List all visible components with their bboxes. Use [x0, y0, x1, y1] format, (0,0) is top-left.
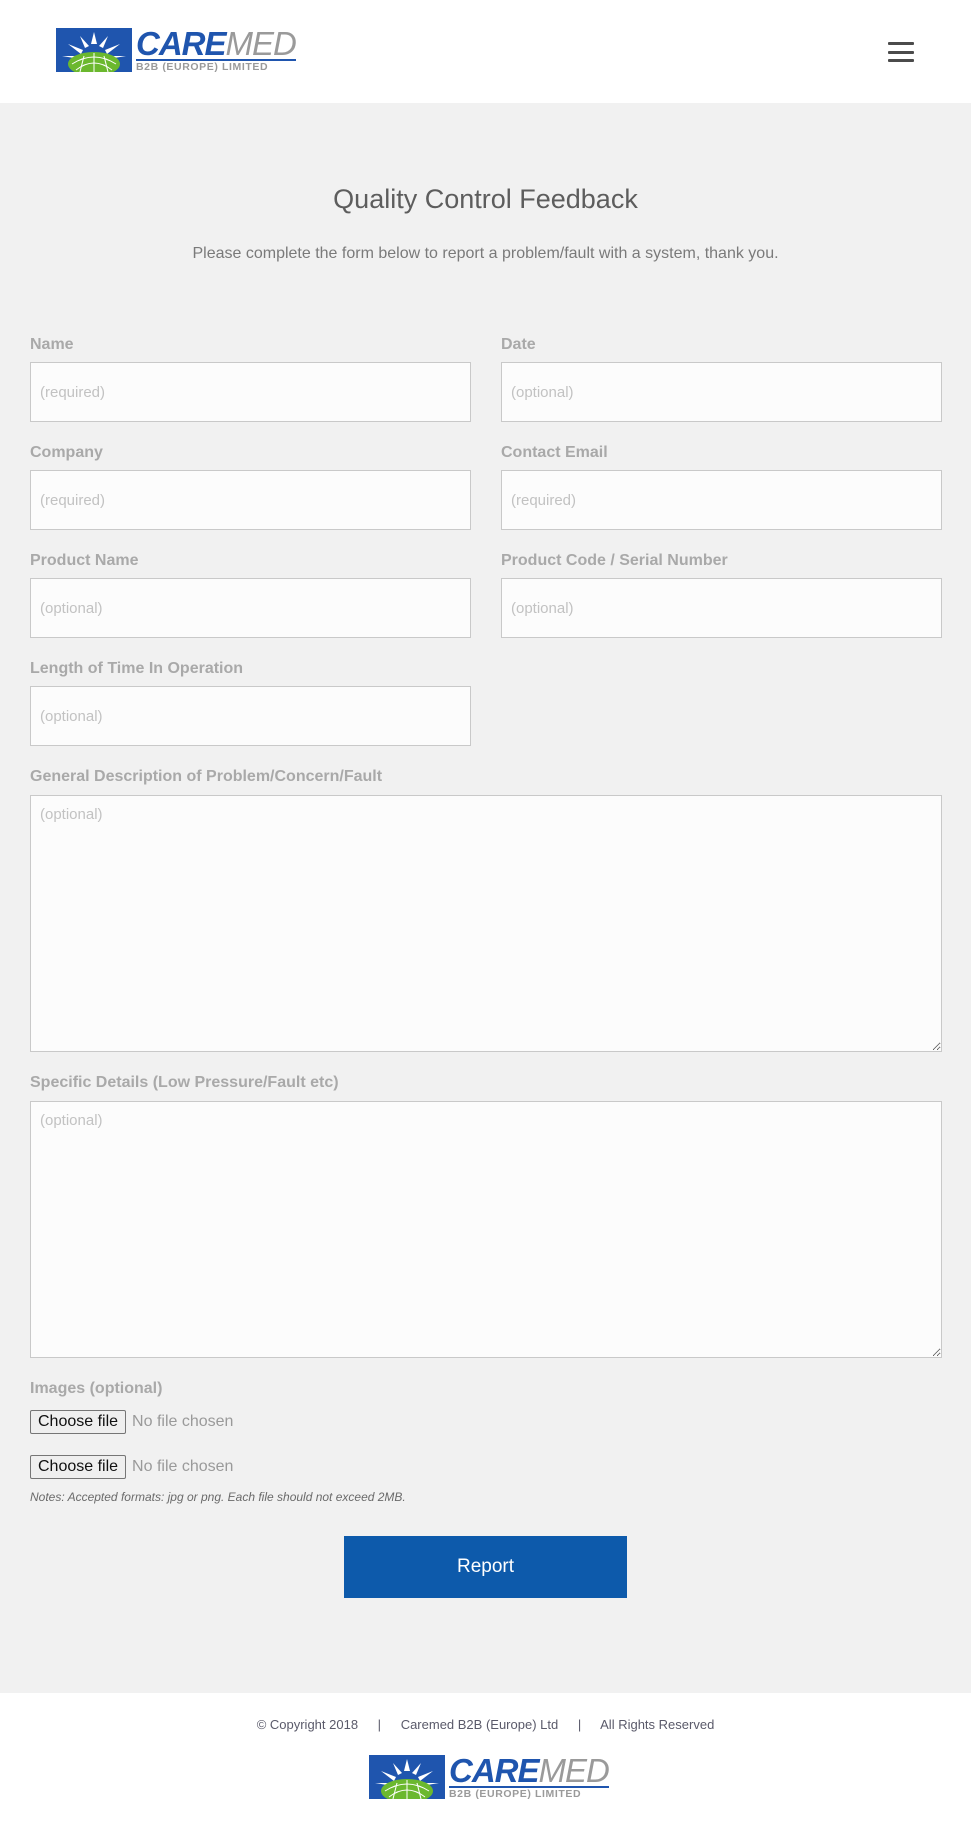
logo-subtitle: B2B (EUROPE) LIMITED: [136, 59, 296, 73]
menu-bar: [888, 59, 914, 62]
description-label: General Description of Problem/Concern/Fault: [30, 768, 383, 785]
contact-email-label: Contact Email: [501, 444, 608, 461]
page-subtitle: Please complete the form below to report a problem/fault with a system, thank you.: [192, 245, 779, 262]
footer-caremed-logo[interactable]: [369, 1754, 609, 1800]
footer-separator: |: [577, 1717, 582, 1732]
product-name-label: Product Name: [30, 552, 139, 569]
footer-company: Caremed B2B (Europe) Ltd: [400, 1717, 559, 1732]
name-label: Name: [30, 336, 74, 353]
footer-copyright-line: [0, 1717, 971, 1732]
product-code-input[interactable]: [501, 578, 942, 638]
company-label: Company: [30, 444, 103, 461]
file-upload-2: [30, 1455, 233, 1479]
site-header: [0, 0, 971, 103]
menu-bar: [888, 42, 914, 45]
footer-separator: |: [377, 1717, 382, 1732]
details-textarea[interactable]: [30, 1101, 942, 1358]
logo-med-text: MED: [538, 1752, 609, 1789]
report-button[interactable]: Report: [344, 1536, 627, 1598]
details-label: Specific Details (Low Pressure/Fault etc): [30, 1074, 339, 1091]
file-status: No file chosen: [132, 1413, 234, 1430]
product-name-input[interactable]: [30, 578, 471, 638]
time-in-operation-label: Length of Time In Operation: [30, 660, 244, 677]
copyright-text: © Copyright 2018: [256, 1717, 359, 1732]
date-label: Date: [501, 336, 536, 353]
footer-rights: All Rights Reserved: [600, 1717, 715, 1732]
menu-bar: [888, 51, 914, 54]
sunflower-logo-icon: [369, 1755, 445, 1799]
date-input[interactable]: [501, 362, 942, 422]
page-title: Quality Control Feedback: [333, 184, 638, 214]
file-upload-1: [30, 1410, 233, 1434]
logo-subtitle: B2B (EUROPE) LIMITED: [449, 1786, 609, 1800]
choose-file-button[interactable]: Choose file: [30, 1410, 126, 1434]
choose-file-button[interactable]: Choose file: [30, 1455, 126, 1479]
time-in-operation-input[interactable]: [30, 686, 471, 746]
upload-notes: Notes: Accepted formats: jpg or png. Each file should not exceed 2MB.: [30, 1490, 406, 1504]
caremed-logo[interactable]: [56, 27, 296, 73]
contact-email-input[interactable]: [501, 470, 942, 530]
name-input[interactable]: [30, 362, 471, 422]
images-label: Images (optional): [30, 1380, 163, 1397]
logo-med-text: MED: [225, 25, 296, 62]
product-code-label: Product Code / Serial Number: [501, 552, 728, 569]
sunflower-logo-icon: [56, 28, 132, 72]
company-input[interactable]: [30, 470, 471, 530]
hamburger-menu-icon[interactable]: [888, 42, 914, 62]
logo-care-text: CARE: [449, 1752, 539, 1789]
file-status: No file chosen: [132, 1458, 234, 1475]
description-textarea[interactable]: [30, 795, 942, 1052]
logo-care-text: CARE: [136, 25, 226, 62]
